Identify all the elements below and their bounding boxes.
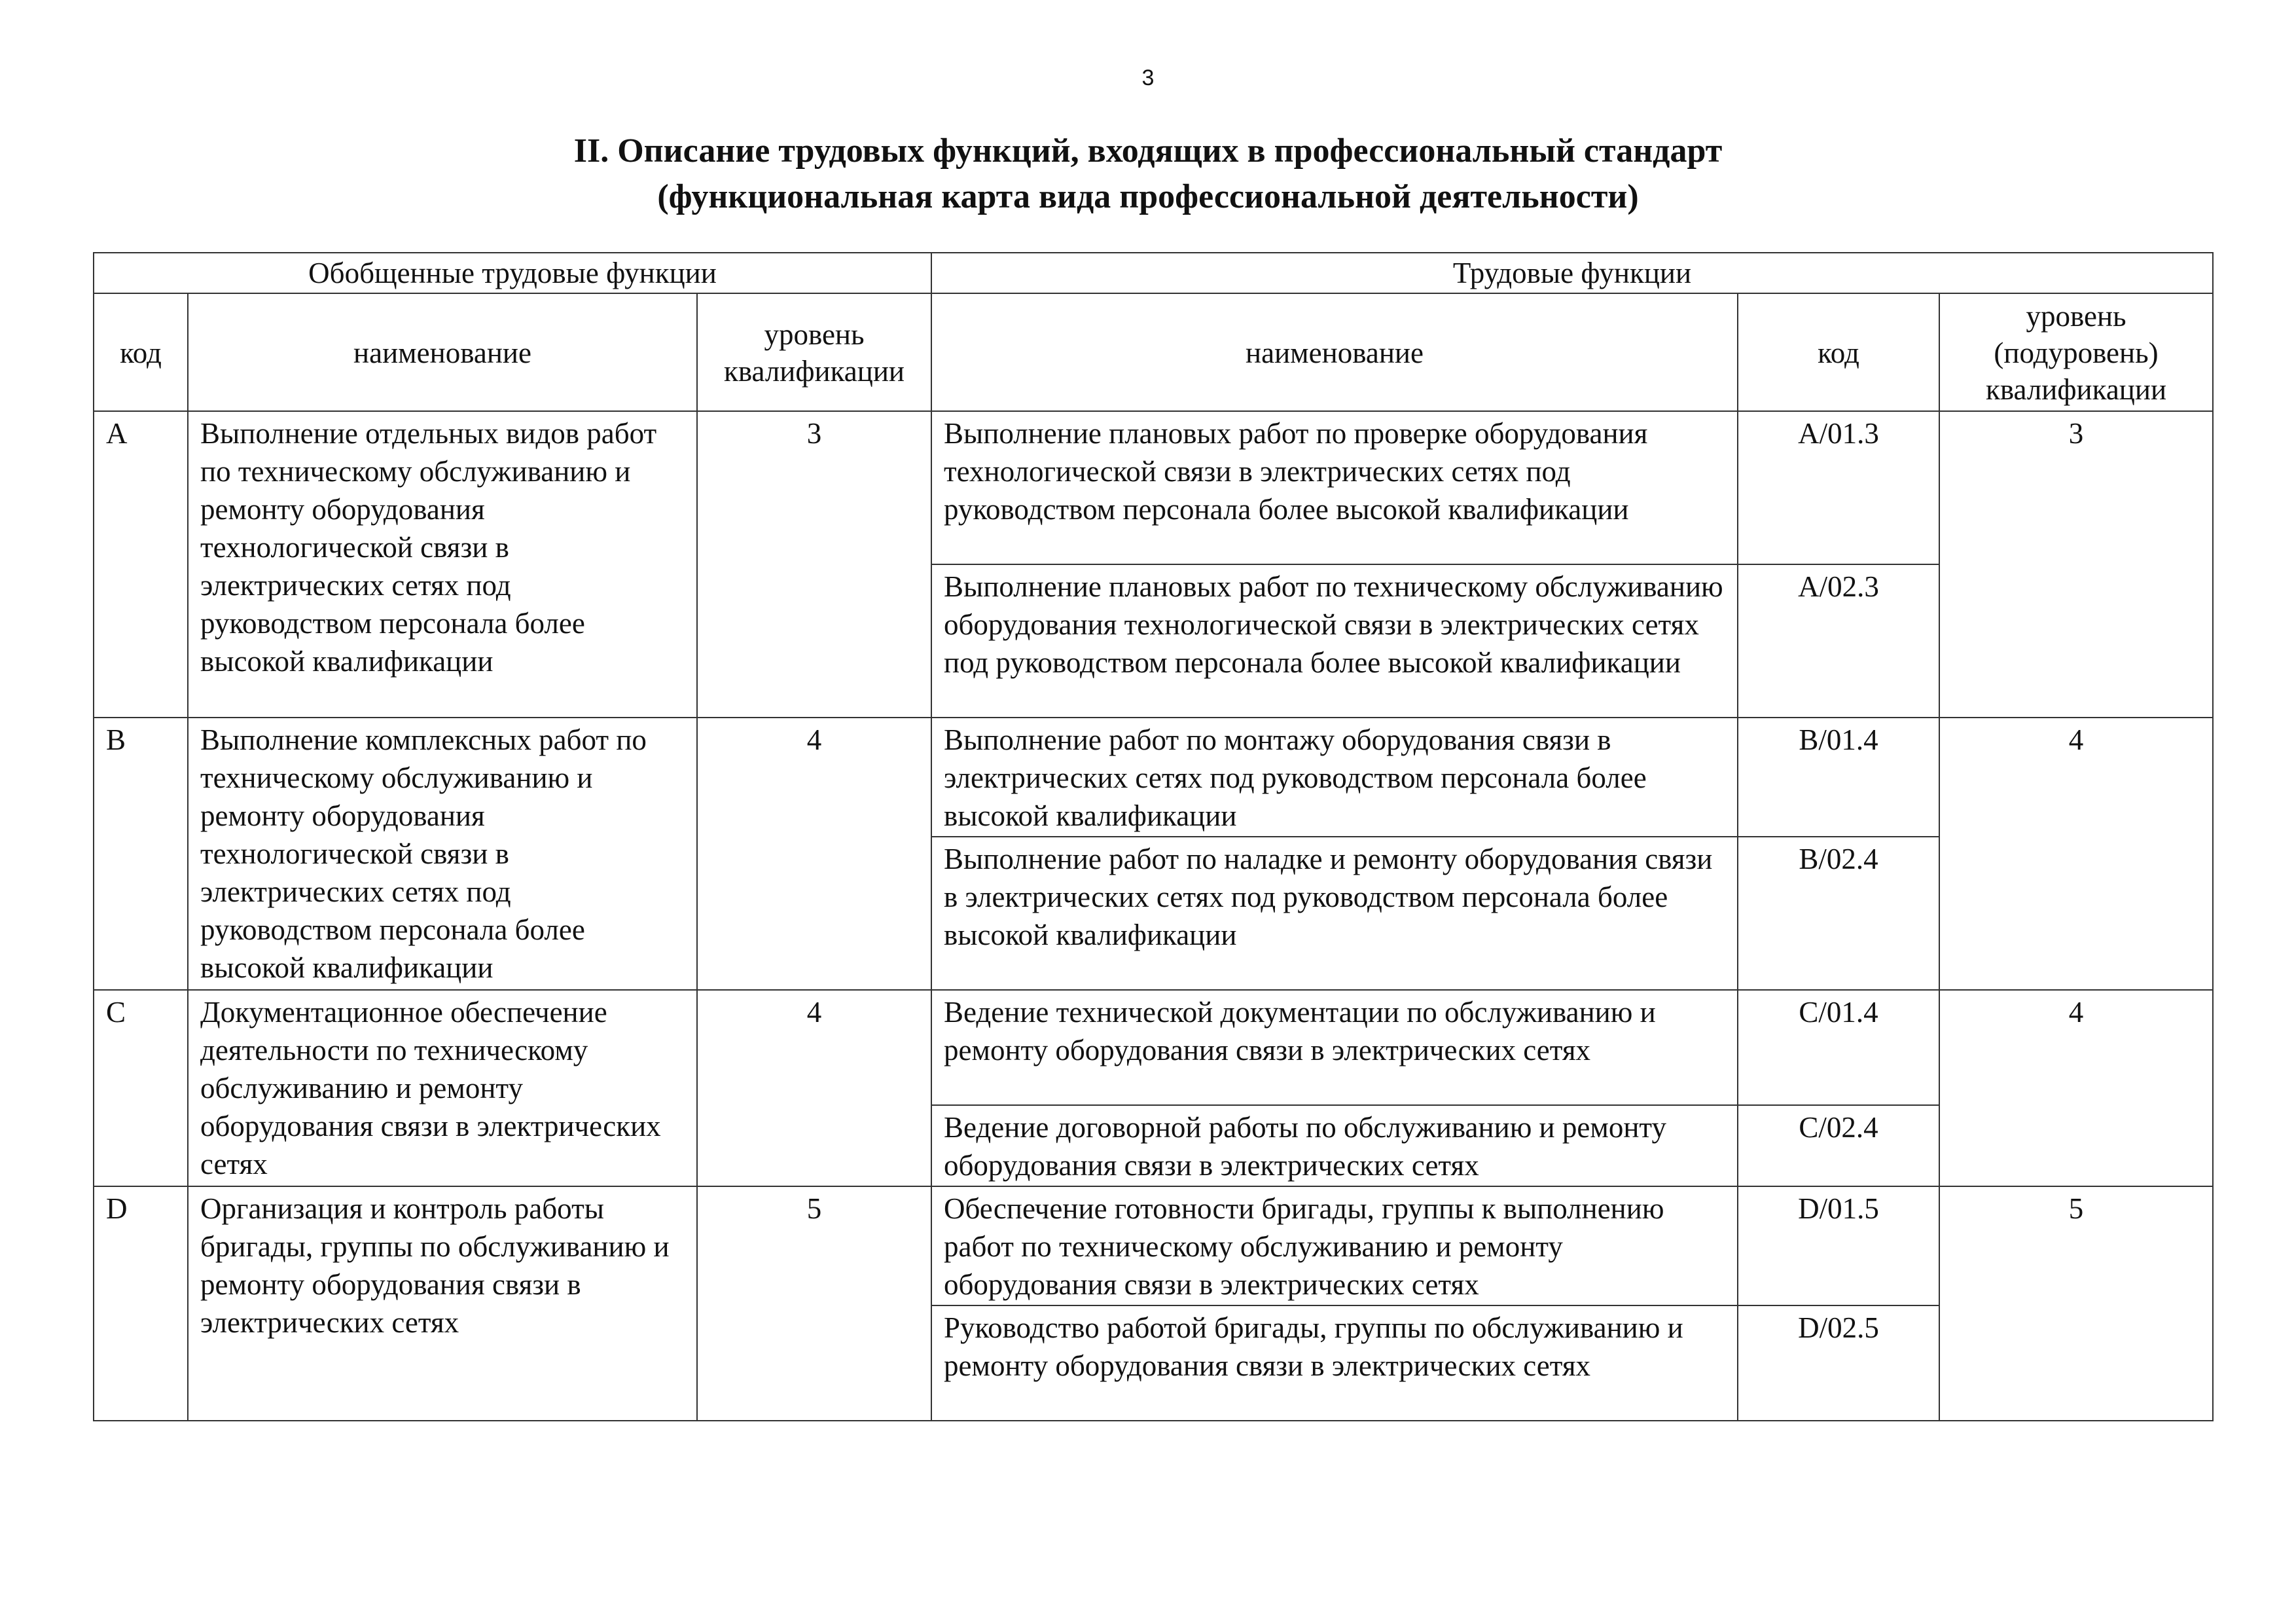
column-header-tf-name: наименование — [931, 293, 1738, 411]
gtf-code: D — [94, 1186, 188, 1421]
section-title — [0, 128, 2296, 220]
tf-name: Руководство работой бригады, группы по обслуживанию и ремонту оборудования связи в электрических сетях — [931, 1305, 1738, 1421]
tf-level: 3 — [1939, 411, 2213, 718]
functional-map-table — [93, 252, 2214, 1421]
tf-name: Выполнение работ по монтажу оборудования связи в электрических сетях под руководством персонала более высокой квалификации — [931, 718, 1738, 837]
column-header-tf-level: уровень (подуровень) квалификации — [1939, 293, 2213, 411]
table-row — [94, 718, 2213, 837]
tf-name: Выполнение плановых работ по техническому обслуживанию оборудования технологической связи в электрических сетях под руководством персонала более высокой квалификации — [931, 564, 1738, 718]
tf-name: Ведение технической документации по обслуживанию и ремонту оборудования связи в электрических сетях — [931, 990, 1738, 1105]
table-row — [94, 411, 2213, 564]
tf-code: D/01.5 — [1738, 1186, 1939, 1305]
tf-level: 4 — [1939, 990, 2213, 1186]
group-header-row — [94, 253, 2213, 293]
column-header-tf-code: код — [1738, 293, 1939, 411]
tf-name: Обеспечение готовности бригады, группы к выполнению работ по техническому обслуживанию и ремонту оборудования связи в электрических сетях — [931, 1186, 1738, 1305]
column-header-code: код — [94, 293, 188, 411]
gtf-code: C — [94, 990, 188, 1186]
page-number: 3 — [1141, 65, 1155, 90]
tf-level: 4 — [1939, 718, 2213, 990]
table-row — [94, 990, 2213, 1105]
tf-code: C/02.4 — [1738, 1105, 1939, 1186]
gtf-name: Организация и контроль работы бригады, группы по обслуживанию и ремонту оборудования связи в электрических сетях — [188, 1186, 697, 1421]
gtf-code: B — [94, 718, 188, 990]
gtf-level: 5 — [697, 1186, 931, 1421]
table-row — [94, 1186, 2213, 1305]
gtf-name: Выполнение отдельных видов работ по техническому обслуживанию и ремонту оборудования технологической связи в электрических сетях под руководством персонала более высокой квалификации — [188, 411, 697, 718]
column-header-row — [94, 293, 2213, 411]
gtf-level: 4 — [697, 718, 931, 990]
column-header-name: наименование — [188, 293, 697, 411]
gtf-code: A — [94, 411, 188, 718]
section-title-line-2: (функциональная карта вида профессиональной деятельности) — [657, 178, 1639, 215]
gtf-level: 3 — [697, 411, 931, 718]
gtf-level: 4 — [697, 990, 931, 1186]
tf-code: A/02.3 — [1738, 564, 1939, 718]
tf-name: Ведение договорной работы по обслуживанию и ремонту оборудования связи в электрических сетях — [931, 1105, 1738, 1186]
generalized-functions-header: Обобщенные трудовые функции — [94, 253, 931, 293]
tf-level: 5 — [1939, 1186, 2213, 1421]
column-header-level: уровень квалификации — [697, 293, 931, 411]
tf-code: B/01.4 — [1738, 718, 1939, 837]
tf-code: A/01.3 — [1738, 411, 1939, 564]
tf-code: B/02.4 — [1738, 837, 1939, 990]
tf-name: Выполнение плановых работ по проверке оборудования технологической связи в электрических сетях под руководством персонала более высокой квалификации — [931, 411, 1738, 564]
tf-code: D/02.5 — [1738, 1305, 1939, 1421]
tf-code: C/01.4 — [1738, 990, 1939, 1105]
section-title-line-1: II. Описание трудовых функций, входящих в профессиональный стандарт — [573, 132, 1723, 170]
labor-functions-header: Трудовые функции — [931, 253, 2213, 293]
gtf-name: Документационное обеспечение деятельности по техническому обслуживанию и ремонту оборудования связи в электрических сетях — [188, 990, 697, 1186]
gtf-name: Выполнение комплексных работ по техническому обслуживанию и ремонту оборудования технологической связи в электрических сетях под руководством персонала более высокой квалификации — [188, 718, 697, 990]
tf-name: Выполнение работ по наладке и ремонту оборудования связи в электрических сетях под руководством персонала более высокой квалификации — [931, 837, 1738, 990]
